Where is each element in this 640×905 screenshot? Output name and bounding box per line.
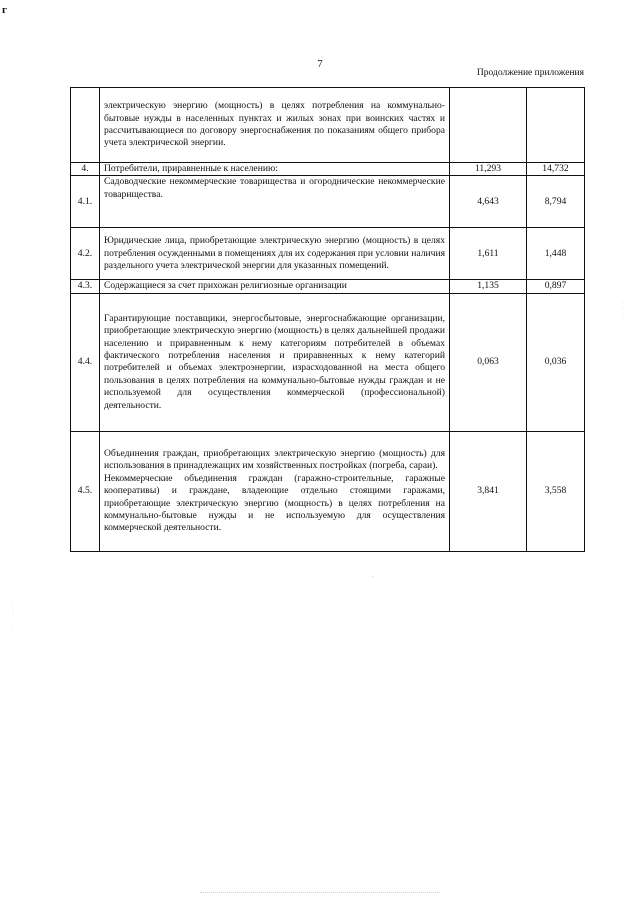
- row-number: 4.: [71, 163, 100, 176]
- row-number: 4.5.: [71, 431, 100, 551]
- value-cell-1: 3,841: [450, 431, 527, 551]
- row-number: 4.1.: [71, 176, 100, 228]
- row-number-cell: [71, 88, 100, 163]
- scan-speck: -: [372, 574, 376, 580]
- row-description: Гарантирующие поставщики, энергосбытовые, энергоснабжающие организации, приобретающие электрическую энергию (мощность) в целях дальнейшей продажи населению и приравненным к нему категориям потребителей в объемах фактического потребления населения и приравненных к нему категорий потребителей и объемах электроэнергии, израсходованной на места общего пользования в целях потребления на коммунально-бытовые нужды граждан и не используемой для осуществления коммерческой (профессиональной) деятельности.: [100, 293, 450, 431]
- value-cell-2: 0,897: [527, 280, 585, 293]
- row-description-part-2: Некоммерческие объединения граждан (гаражно-строительные, гаражные кооперативы) и граждане, владеющие отдельно стоящими гаражами, приобретающие электрическую энергию (мощность) в целях потребления на коммунально-бытовые нужды и не используемую для осуществления коммерческой деятельности.: [104, 472, 445, 534]
- page-number: 7: [317, 58, 323, 70]
- value-cell-1: 0,063: [450, 293, 527, 431]
- row-number: 4.4.: [71, 293, 100, 431]
- table-row: [71, 228, 585, 280]
- table-row: [71, 280, 585, 293]
- value-cell-2: 14,732: [527, 163, 585, 176]
- table-row: [71, 293, 585, 431]
- value-cell-1: 1,135: [450, 280, 527, 293]
- row-description: Юридические лица, приобретающие электрическую энергию (мощность) в целях потребления осужденными в помещениях для их содержания при условии наличия раздельного учета электрической энергии для указанных помещений.: [100, 228, 450, 280]
- corner-mark: г: [2, 4, 7, 16]
- value-cell-2: 0,036: [527, 293, 585, 431]
- table-row: [71, 176, 585, 228]
- value-cell-1: 4,643: [450, 176, 527, 228]
- scan-speck: · · · ·: [622, 300, 626, 324]
- table-row: [71, 163, 585, 176]
- value-cell-2: 8,794: [527, 176, 585, 228]
- value-cell-1: 1,611: [450, 228, 527, 280]
- row-number: 4.3.: [71, 280, 100, 293]
- row-description: Содержащиеся за счет прихожан религиозные организации: [100, 280, 450, 293]
- table-row-continuation: [71, 88, 585, 163]
- value-cell-2: 1,448: [527, 228, 585, 280]
- appendix-continuation-note: Продолжение приложения: [476, 68, 584, 78]
- value-cell-2: [527, 88, 585, 163]
- table-row: [71, 431, 585, 551]
- tariff-table: [70, 87, 585, 552]
- row-number: 4.2.: [71, 228, 100, 280]
- value-cell-1: [450, 88, 527, 163]
- row-description: Потребители, приравненные к населению:: [100, 163, 450, 176]
- row-description: Садоводческие некоммерческие товарищества и огороднические некоммерческие товарищества.: [100, 176, 450, 228]
- scan-speck: · · · · · ·: [12, 600, 16, 636]
- value-cell-1: 11,293: [450, 163, 527, 176]
- scan-noise-line: [200, 892, 440, 894]
- row-description: [100, 431, 450, 551]
- row-description-part-1: Объединения граждан, приобретающих электрическую энергию (мощность) для использования в принадлежащих им хозяйственных постройках (погреба, сараи).: [104, 447, 445, 472]
- row-description: электрическую энергию (мощность) в целях потребления на коммунально-бытовые нужды в населенных пунктах и жилых зонах при воинских частях и рассчитывающиеся по договору энергоснабжения по показаниям общего прибора учета электрической энергии.: [100, 88, 450, 163]
- value-cell-2: 3,558: [527, 431, 585, 551]
